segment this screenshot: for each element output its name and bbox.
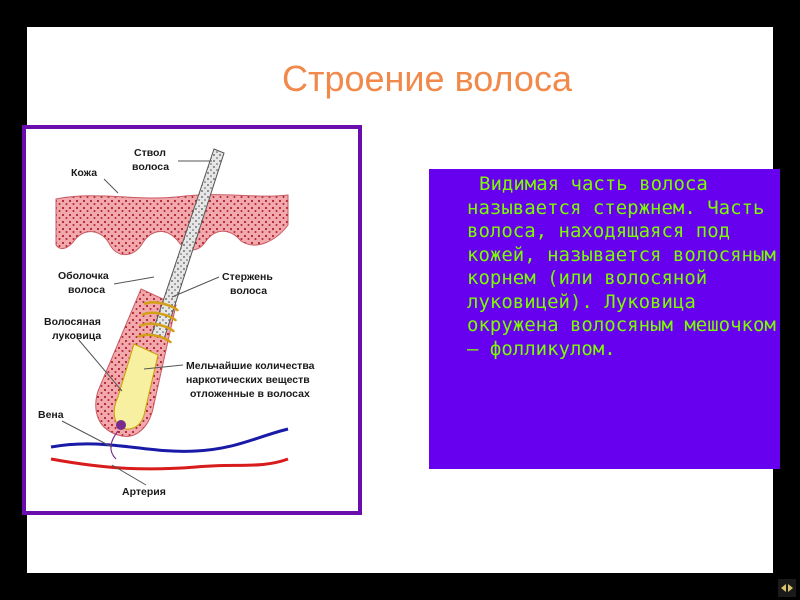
papilla (116, 420, 126, 430)
label-sheath-1: Оболочка (58, 270, 109, 282)
label-vein: Вена (38, 409, 64, 421)
label-bulb-2: луковица (52, 330, 102, 342)
label-shaft-2: волоса (230, 285, 268, 297)
label-drugs-2: наркотических веществ (186, 374, 310, 386)
slide-title: Строение волоса (282, 58, 572, 99)
skin-layer (56, 195, 288, 255)
label-stem-2: волоса (132, 161, 170, 173)
artery-line (51, 459, 288, 469)
label-stem-1: Ствол (134, 147, 166, 159)
label-sheath-2: волоса (68, 284, 106, 296)
label-drugs-3: отложенные в волосах (190, 388, 310, 400)
navigation-arrows-icon[interactable] (778, 579, 796, 597)
label-skin: Кожа (71, 167, 98, 179)
label-shaft-1: Стержень (222, 271, 273, 283)
description-box (429, 169, 780, 469)
label-artery: Артерия (122, 486, 166, 498)
label-bulb-1: Волосяная (44, 316, 101, 328)
description-text: Видимая часть волоса называется стержнем. Часть волоса, находящаяся под кожей, называется волосяным корнем (или волосяной луковицей). Луковица окружена волосяным мешочком — фолликулом. (467, 173, 776, 360)
hair-shaft (152, 149, 224, 339)
diagram-canvas (26, 129, 358, 511)
hair-structure-diagram (22, 125, 362, 515)
label-drugs-1: Мельчайшие количества (186, 360, 315, 372)
vein-line (51, 429, 288, 451)
